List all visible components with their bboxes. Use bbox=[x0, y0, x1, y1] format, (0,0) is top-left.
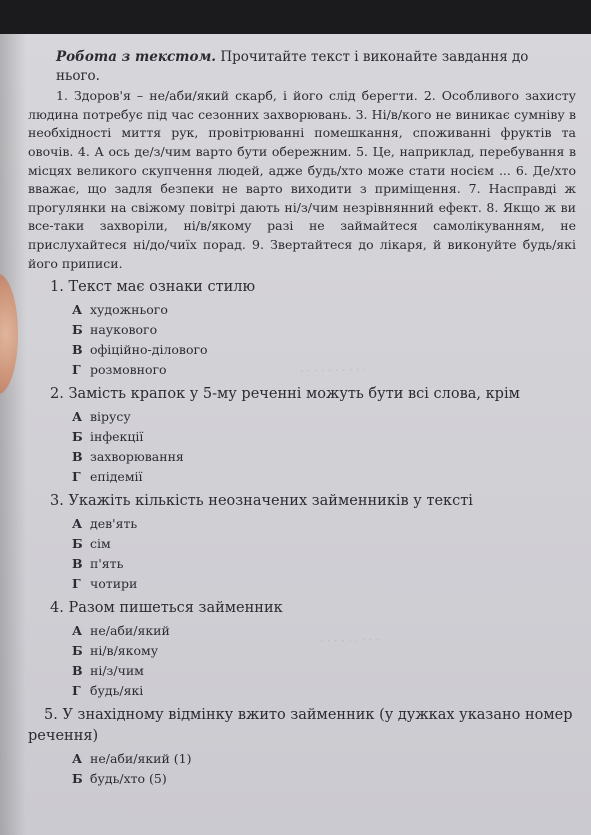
question-3 bbox=[28, 491, 576, 594]
option-text: дев'ять bbox=[90, 516, 138, 532]
question-2 bbox=[28, 384, 576, 487]
option-letter: В bbox=[72, 556, 83, 572]
question-1 bbox=[28, 277, 576, 380]
option-text: чотири bbox=[90, 576, 138, 592]
bleed-through-text: · · · · · · · · · · bbox=[299, 363, 367, 378]
content bbox=[28, 48, 576, 789]
option-letter: А bbox=[72, 751, 83, 767]
option-item bbox=[72, 574, 576, 594]
option-item bbox=[72, 554, 576, 574]
option-item bbox=[72, 641, 576, 661]
reading-passage: 1. Здоров'я – не/аби/який скарб, і його слід берегти. 2. Особливого захисту людина потребує під час сезонних захворювань. 3. Ні/в/кого не виникає сумніву в необхідності миття рук, провітрюванні помешкання, споживанні фруктів та овочів. 4. А ось де/з/чим варто бути обережним. 5. Це, наприклад, перебування в місцях великого скупчення людей, адже будь/хто може стати носієм ... 6. Де/хто вважає, що задля безпеки не варто виходити з приміщення. 7. Насправді ж прогулянки на свіжому повітрі дають ні/з/чим незрівнянний ефект. 8. Якщо ж ви все-таки захворіли, ні/в/якому разі не займайтеся самолікуванням, не прислухайтеся ні/до/чиїх порад. 9. Звертайтеся до лікаря, й виконуйте будь/які його приписи. bbox=[28, 88, 576, 271]
option-text: будь/хто (5) bbox=[90, 771, 167, 787]
option-text: не/аби/який bbox=[90, 623, 170, 639]
question-text: 4. Разом пишеться займенник bbox=[50, 600, 283, 617]
option-letter: А bbox=[72, 409, 83, 425]
option-letter: Г bbox=[72, 469, 81, 485]
option-text: сім bbox=[90, 536, 111, 552]
option-letter: Б bbox=[72, 536, 83, 552]
task-instruction: Прочитайте текст і виконайте завдання до нього. bbox=[56, 49, 529, 84]
option-item bbox=[72, 534, 576, 554]
option-letter: Г bbox=[72, 362, 81, 378]
option-text: вірусу bbox=[90, 409, 131, 425]
question-text: 5. У знахідному відмінку вжито займенник (у дужках указано номер речення) bbox=[28, 707, 573, 745]
option-letter: В bbox=[72, 663, 83, 679]
option-letter: А bbox=[72, 302, 83, 318]
option-text: наукового bbox=[90, 322, 158, 338]
option-item bbox=[72, 340, 576, 360]
option-letter: Б bbox=[72, 771, 83, 787]
option-text: не/аби/який (1) bbox=[90, 751, 192, 767]
option-letter: В bbox=[72, 342, 83, 358]
task-lead: Робота з текстом. bbox=[56, 49, 217, 65]
option-text: інфекції bbox=[90, 429, 144, 445]
option-item bbox=[72, 681, 576, 701]
option-text: офіційно-ділового bbox=[90, 342, 208, 358]
question-text: 2. Замість крапок у 5-му реченні можуть бути всі слова, крім bbox=[50, 386, 520, 403]
option-item bbox=[72, 300, 576, 320]
option-text: художнього bbox=[90, 302, 168, 318]
bleed-through-text: · · · · · · · · · bbox=[319, 633, 380, 648]
question-text: 1. Текст має ознаки стилю bbox=[50, 279, 256, 296]
option-item bbox=[72, 447, 576, 467]
textbook-page bbox=[0, 34, 591, 835]
option-letter: Г bbox=[72, 683, 81, 699]
option-text: ні/в/якому bbox=[90, 643, 159, 659]
option-letter: А bbox=[72, 623, 83, 639]
option-item bbox=[72, 769, 576, 789]
option-item bbox=[72, 320, 576, 340]
question-text: 3. Укажіть кількість неозначених займенників у тексті bbox=[50, 493, 473, 510]
option-text: п'ять bbox=[90, 556, 124, 572]
task-heading bbox=[56, 48, 576, 85]
option-text: ні/з/чим bbox=[90, 663, 144, 679]
option-letter: Б bbox=[72, 322, 83, 338]
option-text: захворювання bbox=[90, 449, 184, 465]
option-item bbox=[72, 749, 576, 769]
option-letter: Б bbox=[72, 429, 83, 445]
option-item bbox=[72, 427, 576, 447]
finger-photo-artifact bbox=[0, 274, 18, 394]
option-item bbox=[72, 360, 576, 380]
option-item bbox=[72, 621, 576, 641]
question-5 bbox=[28, 705, 576, 789]
option-text: розмовного bbox=[90, 362, 167, 378]
question-4 bbox=[28, 598, 576, 701]
option-item bbox=[72, 661, 576, 681]
option-letter: В bbox=[72, 449, 83, 465]
option-item bbox=[72, 407, 576, 427]
option-item bbox=[72, 514, 576, 534]
option-text: будь/які bbox=[90, 683, 144, 699]
option-letter: Г bbox=[72, 576, 81, 592]
option-text: епідемії bbox=[90, 469, 143, 485]
option-letter: Б bbox=[72, 643, 83, 659]
option-letter: А bbox=[72, 516, 83, 532]
page-shadow bbox=[0, 34, 26, 835]
option-item bbox=[72, 467, 576, 487]
